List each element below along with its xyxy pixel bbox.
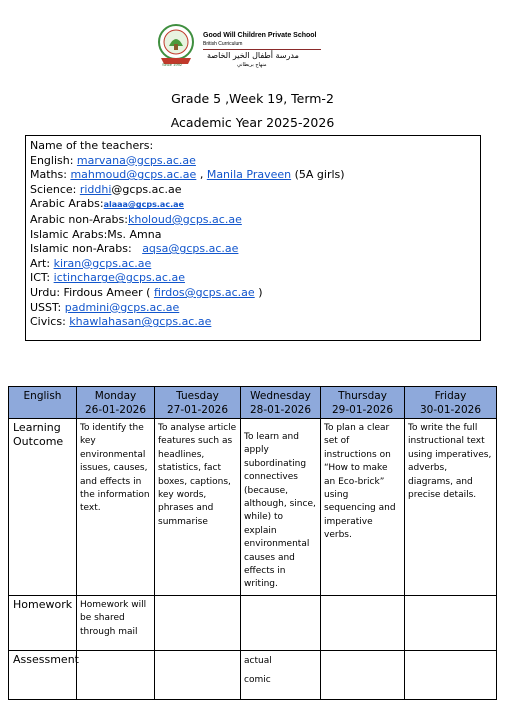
hw-wednesday xyxy=(241,595,321,650)
weekly-plan-table xyxy=(8,386,497,700)
maths-email-link[interactable]: mahmoud@gcps.ac.ae xyxy=(70,168,197,182)
since-text: Since 1992 xyxy=(162,62,183,67)
as-thursday xyxy=(321,650,405,699)
teacher-urdu: Urdu: Firdous Ameer ( firdos@gcps.ac.ae ) xyxy=(30,285,263,299)
teacher-ict: ICT: ictincharge@gcps.ac.ae xyxy=(30,271,185,285)
lo-thursday: To plan a clear set of instructions on “How to make an Eco-brick” using sequencing and imperative verbs. xyxy=(321,419,405,596)
teacher-usst: USST: padmini@gcps.ac.ae xyxy=(30,300,180,314)
homework-label: Homework xyxy=(9,595,77,650)
teacher-english: English: marvana@gcps.ac.ae xyxy=(30,153,196,167)
as-friday xyxy=(405,650,497,699)
as-wednesday: actual comic xyxy=(241,650,321,699)
school-curriculum-ar: منهاج بريطاني xyxy=(237,62,267,68)
school-curriculum-en: British Curriculum xyxy=(203,41,243,47)
teacher-science: Science: riddhi@gcps.ac.ae xyxy=(30,182,182,196)
hw-thursday xyxy=(321,595,405,650)
day-header-wednesday: Wednesday 28-01-2026 xyxy=(241,387,321,419)
civics-email-link[interactable]: khawlahasan@gcps.ac.ae xyxy=(69,315,212,329)
lo-friday: To write the full instructional text using imperatives, adverbs, diagrams, and precise details. xyxy=(405,419,497,596)
lo-monday: To identify the key environmental issues, causes, and effects in the information text. xyxy=(77,419,155,596)
arabic-arabs-email-link[interactable]: alaaa@gcps.ac.ae xyxy=(103,200,184,210)
day-header-thursday: Thursday 29-01-2026 xyxy=(321,387,405,419)
as-tuesday xyxy=(155,650,241,699)
as-monday xyxy=(77,650,155,699)
school-name-en: Good Will Children Private School xyxy=(203,32,317,39)
teacher-maths: Maths: mahmoud@gcps.ac.ae , Manila Praveen (5A girls) xyxy=(30,168,345,182)
learning-outcome-row xyxy=(9,419,497,596)
hw-monday: Homework will be shared through mail xyxy=(77,595,155,650)
hw-tuesday xyxy=(155,595,241,650)
maths-teacher2-link[interactable]: Manila Praveen xyxy=(206,168,292,182)
teacher-arabic-non-arabs: Arabic non-Arabs:kholoud@gcps.ac.ae xyxy=(30,212,242,226)
teacher-art: Art: kiran@gcps.ac.ae xyxy=(30,256,152,270)
learning-outcome-label: Learning Outcome xyxy=(9,419,77,596)
subject-header: English xyxy=(9,387,77,419)
grade-week-heading: Grade 5 ,Week 19, Term-2 xyxy=(171,91,334,106)
assessment-label: Assessment xyxy=(9,650,77,699)
assessment-row xyxy=(9,650,497,699)
islamic-non-email-link[interactable]: aqsa@gcps.ac.ae xyxy=(142,242,239,256)
lo-wednesday: To learn and apply subordinating connectives (because, although, since, while) to explain environmental causes and effects in writing. xyxy=(241,419,321,596)
teachers-box xyxy=(25,135,481,341)
lo-tuesday: To analyse article features such as headlines, statistics, fact boxes, captions, key words, phrases and summarise xyxy=(155,419,241,596)
academic-year-heading: Academic Year 2025-2026 xyxy=(170,115,335,130)
school-logo xyxy=(155,22,345,72)
day-header-tuesday: Tuesday 27-01-2026 xyxy=(155,387,241,419)
teacher-arabic-arabs: Arabic Arabs:alaaa@gcps.ac.ae xyxy=(30,197,184,211)
logo-divider xyxy=(203,49,321,50)
arabic-non-email-link[interactable]: kholoud@gcps.ac.ae xyxy=(127,212,242,226)
urdu-email-link[interactable]: firdos@gcps.ac.ae xyxy=(153,285,255,299)
teacher-islamic-arabs: Islamic Arabs:Ms. Amna xyxy=(30,227,162,241)
day-header-friday: Friday 30-01-2026 xyxy=(405,387,497,419)
english-email-link[interactable]: marvana@gcps.ac.ae xyxy=(76,153,196,167)
art-email-link[interactable]: kiran@gcps.ac.ae xyxy=(53,256,152,270)
science-email-link[interactable]: riddhi xyxy=(79,182,112,196)
ict-email-link[interactable]: ictincharge@gcps.ac.ae xyxy=(53,271,185,285)
homework-row xyxy=(9,595,497,650)
table-header-row xyxy=(9,387,497,419)
school-name-ar: مدرسة أطفال الخير الخاصة xyxy=(207,51,299,60)
teacher-civics: Civics: khawlahasan@gcps.ac.ae xyxy=(30,315,212,329)
teachers-title: Name of the teachers: xyxy=(30,139,154,152)
hw-friday xyxy=(405,595,497,650)
day-header-monday: Monday 26-01-2026 xyxy=(77,387,155,419)
teacher-islamic-non-arabs: Islamic non-Arabs: aqsa@gcps.ac.ae xyxy=(30,242,239,256)
usst-email-link[interactable]: padmini@gcps.ac.ae xyxy=(64,300,180,314)
